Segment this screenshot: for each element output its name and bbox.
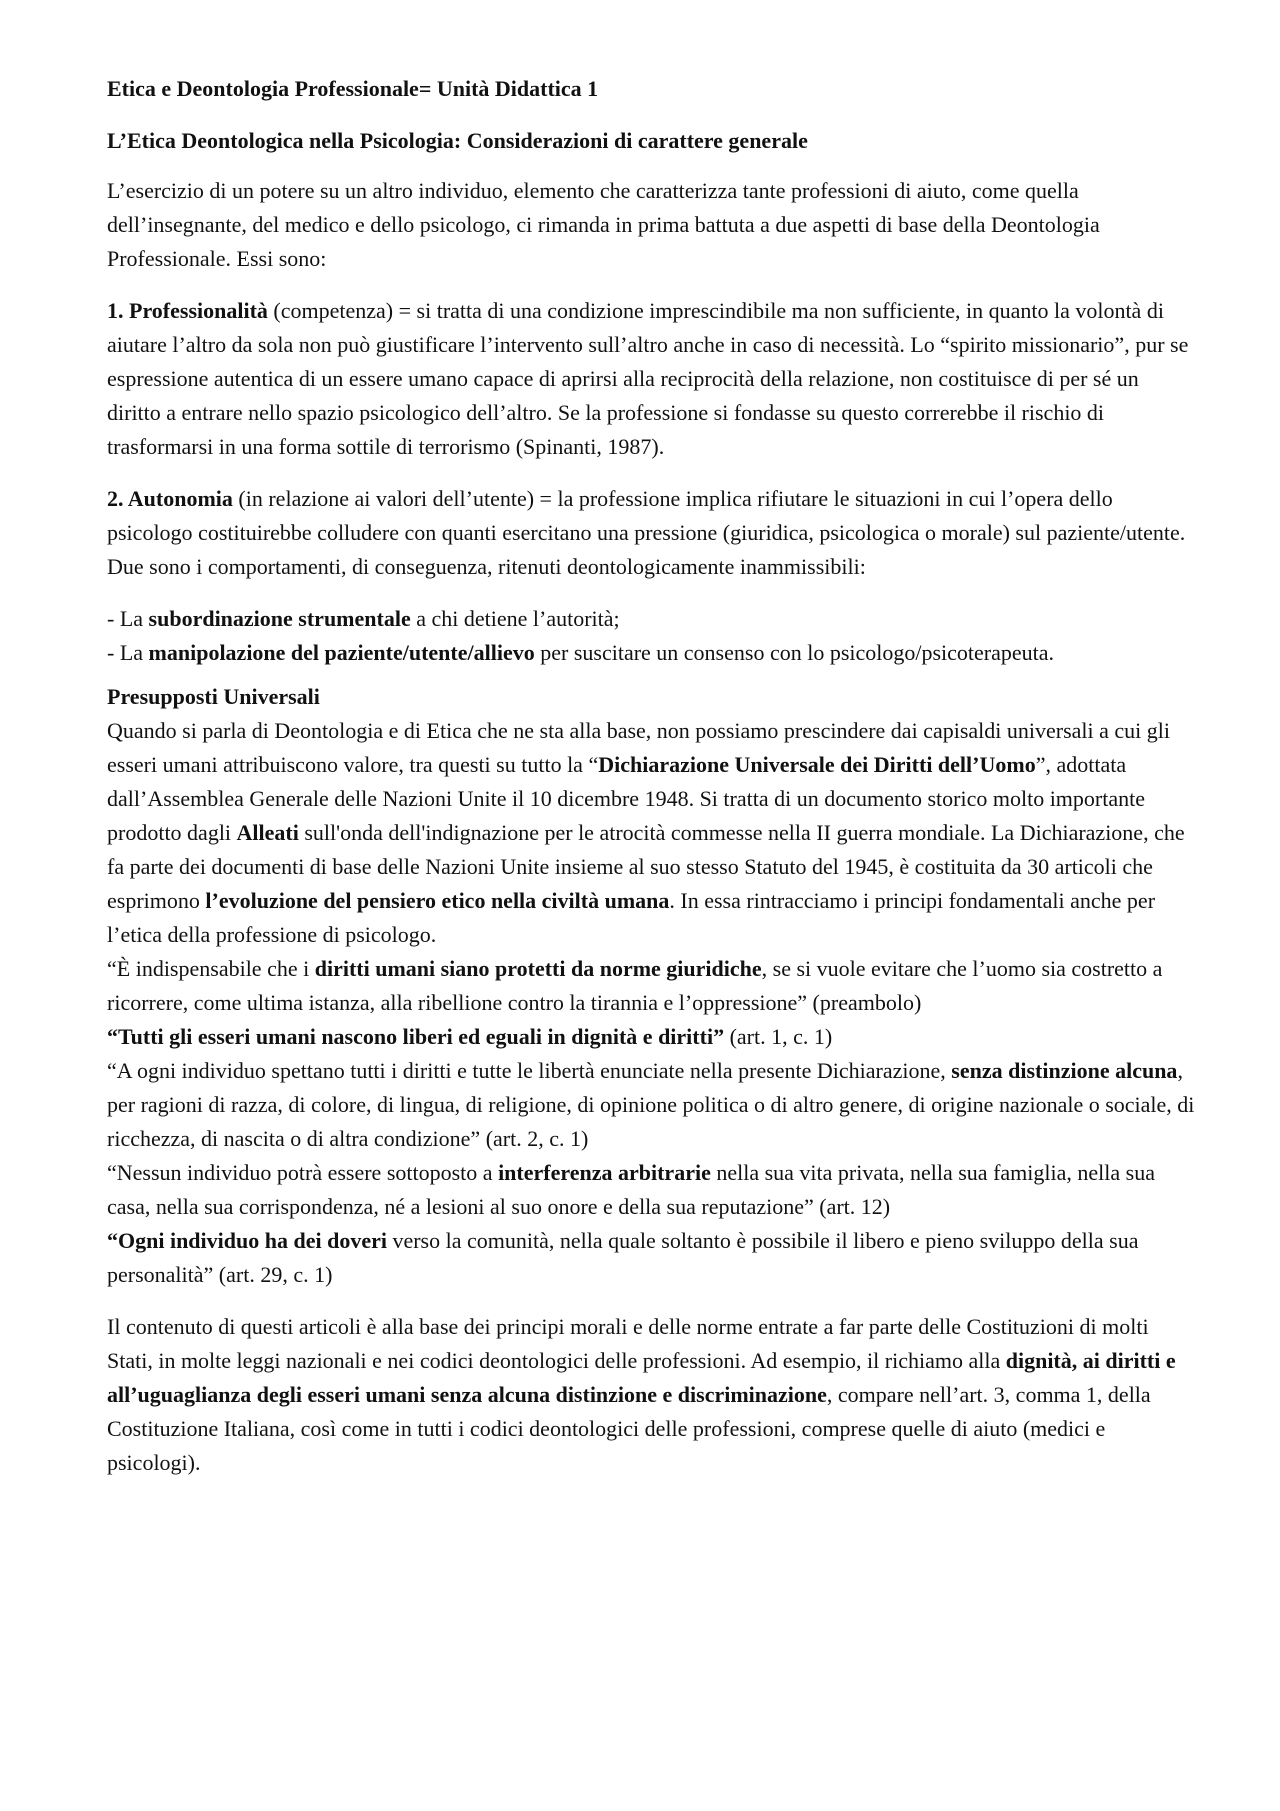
closing-paragraph: Il contenuto di questi articoli è alla base dei principi morali e delle norme entrate a far parte delle Costituzioni di molti Stati, in molte leggi nazionali e nei codici deontologici delle professioni. Ad esempio, il richiamo alla dignità, ai diritti e all’uguaglianza degli esseri umani senza alcuna distinzione e discriminazione, compare nell’art. 3, comma 1, della Costituzione Italiana, così come in tutti i codici deontologici delle professioni, comprese quelle di aiuto (medici e psicologi).: [107, 1314, 1176, 1475]
quote-art12: “Nessun individuo potrà essere sottoposto a interferenza arbitrarie nella sua vita privata, nella sua famiglia, nella sua casa, nella sua corrispondenza, né a lesioni al suo onore e della sua reputazione” (art. 12): [107, 1160, 1155, 1219]
point-label: 1. Professionalità: [107, 298, 268, 323]
quote-art29: “Ogni individuo ha dei doveri verso la comunità, nella quale soltanto è possibile il libero e pieno sviluppo della sua personalità” (art. 29, c. 1): [107, 1228, 1139, 1287]
point-professionalita: [107, 294, 1198, 464]
document-title: Etica e Deontologia Professionale= Unità Didattica 1: [107, 76, 599, 101]
quote-art2: “A ogni individuo spettano tutti i diritti e tutte le libertà enunciate nella presente Dichiarazione, senza distinzione alcuna, per ragioni di razza, di colore, di lingua, di religione, di opinione politica o di altro genere, di origine nazionale o sociale, di ricchezza, di nascita o di altra condizione” (art. 2, c. 1): [107, 1058, 1195, 1151]
section-heading: Presupposti Universali: [107, 684, 320, 709]
point-text: (competenza) = si tratta di una condizione imprescindibile ma non sufficiente, in quanto la volontà di aiutare l’altro da sola non può giustificare l’intervento sull’altro anche in caso di necessità. Lo “spirito missionario”, pur se espressione autentica di un essere umano capace di aprirsi alla reciprocità della relazione, non costituisce di per sé un diritto a entrare nello spazio psicologico dell’altro. Se la professione si fondasse su questo correrebbe il rischio di trasformarsi in una forma sottile di terrorismo (Spinanti, 1987).: [107, 298, 1189, 459]
point-text: (in relazione ai valori dell’utente) = la professione implica rifiutare le situazioni in cui l’opera dello psicologo costituirebbe colludere con quanti esercitano una pressione (giuridica, psicologica o morale) sul paziente/utente. Due sono i comportamenti, di conseguenza, ritenuti deontologicamente inammissibili:: [107, 486, 1186, 579]
universali-paragraph: Quando si parla di Deontologia e di Etica che ne sta alla base, non possiamo prescindere dai capisaldi universali a cui gli esseri umani attribuiscono valore, tra questi su tutto la “Dichiarazione Universale dei Diritti dell’Uomo”, adottata dall’Assemblea Generale delle Nazioni Unite il 10 dicembre 1948. Si tratta di un documento storico molto importante prodotto dagli Alleati sull'onda dell'indignazione per le atrocità commesse nella II guerra mondiale. La Dichiarazione, che fa parte dei documenti di base delle Nazioni Unite insieme al suo stesso Statuto del 1945, è costituita da 30 articoli che esprimono l’evoluzione del pensiero etico nella civiltà umana. In essa rintracciamo i principi fondamentali anche per l’etica della professione di psicologo.: [107, 718, 1185, 947]
document-subtitle: L’Etica Deontologica nella Psicologia: Considerazioni di carattere generale: [107, 128, 808, 153]
intro-paragraph: L’esercizio di un potere su un altro individuo, elemento che caratterizza tante professioni di aiuto, come quella dell’insegnante, del medico e dello psicologo, ci rimanda in prima battuta a due aspetti di base della Deontologia Professionale. Essi sono:: [107, 178, 1100, 271]
bullet-manipolazione: - La manipolazione del paziente/utente/allievo per suscitare un consenso con lo psicologo/psicoterapeuta.: [107, 640, 1055, 665]
bullet-subordinazione: - La subordinazione strumentale a chi detiene l’autorità;: [107, 606, 620, 631]
point-autonomia: [107, 482, 1198, 584]
quote-preambolo: “È indispensabile che i diritti umani siano protetti da norme giuridiche, se si vuole evitare che l’uomo sia costretto a ricorrere, come ultima istanza, alla ribellione contro la tirannia e l’oppressione” (preambolo): [107, 956, 1163, 1015]
point-label: 2. Autonomia: [107, 486, 233, 511]
quote-art1: “Tutti gli esseri umani nascono liberi ed eguali in dignità e diritti” (art. 1, c. 1): [107, 1024, 833, 1049]
